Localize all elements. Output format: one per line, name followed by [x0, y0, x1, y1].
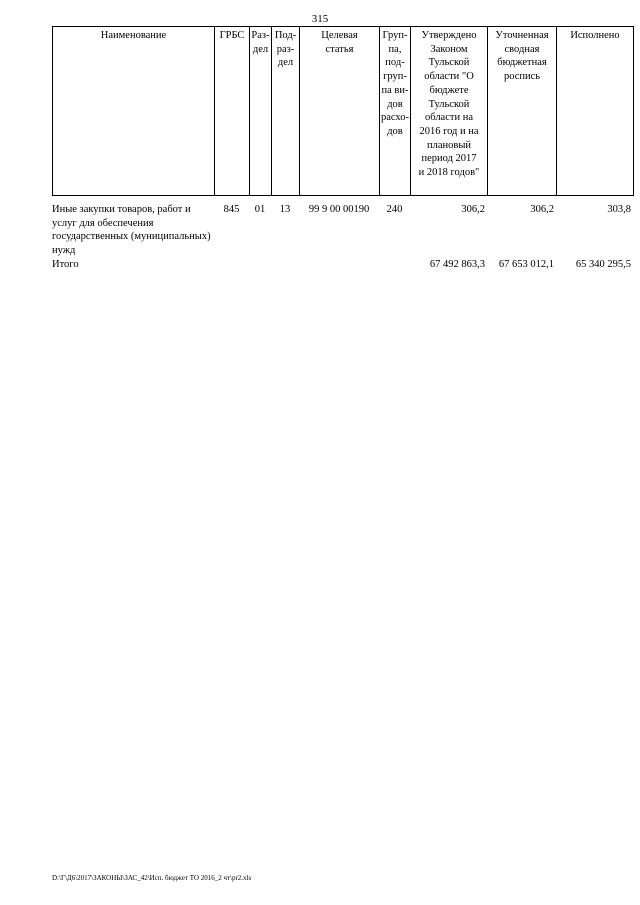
row-grbs: 845	[223, 204, 240, 215]
total-label: Итого	[52, 258, 79, 270]
total-executed: 65 340 295,5	[575, 258, 631, 270]
header-target: Целевая статья	[300, 27, 380, 196]
header-name: Наименование	[53, 27, 215, 196]
header-podrazdel: Под- раз- дел	[272, 27, 300, 196]
table-header	[52, 26, 634, 196]
row-podrazdel: 13	[279, 204, 291, 215]
total-row	[52, 258, 633, 272]
row-approved: 306,2	[461, 204, 485, 215]
row-razdel: 01	[254, 204, 266, 215]
row-refined: 306,2	[530, 204, 554, 215]
row-target: 99 9 00 00190	[308, 204, 370, 215]
total-approved: 67 492 863,3	[429, 258, 485, 270]
table-body	[52, 203, 633, 272]
row-name: Иные закупки товаров, работ и услуг для обеспечения государственных (муниципальных) нужд	[52, 204, 211, 257]
header-grbs: ГРБС	[215, 27, 250, 196]
row-group: 240	[386, 204, 403, 215]
header-group: Груп- па, под- груп- па ви- дов расхо- дов	[380, 27, 411, 196]
row-executed: 303,8	[607, 204, 631, 215]
header-refined: Уточненная сводная бюджетная роспись	[488, 27, 557, 196]
header-approved: Утверждено Законом Тульской области "О бюджете Тульской области на 2016 год и на плановый период 2017 и 2018 годов"	[411, 27, 488, 196]
page-number: 315	[311, 13, 329, 25]
total-refined: 67 653 012,1	[498, 258, 554, 270]
header-razdel: Раз- дел	[250, 27, 272, 196]
table-row	[52, 203, 633, 258]
header-executed: Исполнено	[557, 27, 634, 196]
footer-file-path: D:\Г\Д6\2017\ЗАКОНЫ\ЗАС_42\Исп. бюджет ТО 2016_2 чт\pr2.xls	[52, 874, 252, 882]
